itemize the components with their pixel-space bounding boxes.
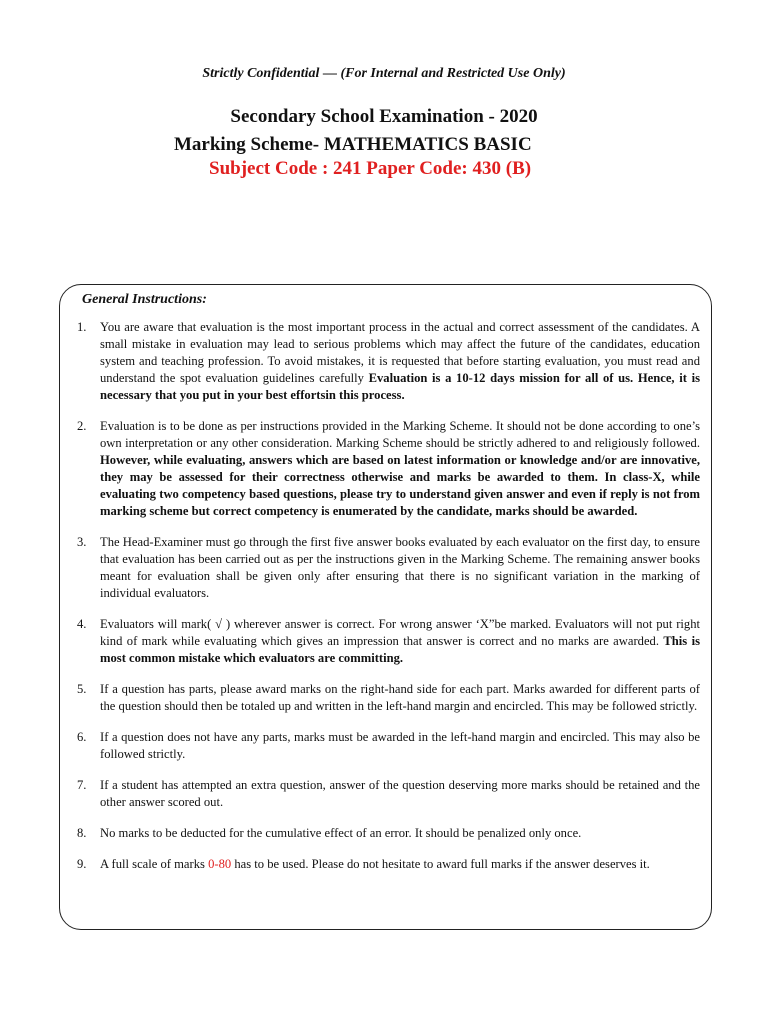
item-number: 3. (77, 535, 87, 549)
confidentiality-notice: Strictly Confidential — (For Internal and Restricted Use Only) (202, 66, 566, 81)
instruction-text: If a student has attempted an extra question, answer of the question deserving more marks should be retained and the other answer scored out. (100, 778, 700, 809)
item-number: 7. (77, 778, 87, 792)
instruction-item-4 (72, 616, 700, 667)
instruction-item-5 (72, 681, 700, 715)
instruction-item-6 (72, 729, 700, 763)
general-instructions-heading: General Instructions: (82, 292, 207, 307)
instruction-text: The Head-Examiner must go through the first five answer books evaluated by each evaluator on the first day, to ensure that evaluation has been carried out as per the instructions given in the Marking Scheme. The remaining answer books meant for evaluation shall be given only after ensuring that there is no significant variation in the marking of individual evaluators. (100, 535, 700, 600)
item-number: 9. (77, 857, 87, 871)
instruction-text: has to be used. Please do not hesitate to award full marks if the answer deserves it. (234, 857, 650, 871)
instruction-emphasis: However, while evaluating, answers which are based on latest information or knowledge and/or are innovative, they may be assessed for their correctness otherwise and marks be awarded to them. In class-X, while evaluating two competency based questions, please try to understand given answer and even if reply is not from marking scheme but correct competency is enumerated by the candidate, marks should be awarded. (100, 453, 700, 518)
instruction-text: If a question does not have any parts, marks must be awarded in the left-hand margin and encircled. This may also be followed strictly. (100, 730, 700, 761)
instruction-item-3 (72, 534, 700, 602)
item-number: 5. (77, 682, 87, 696)
marking-scheme-title: Marking Scheme- MATHEMATICS BASIC (174, 134, 532, 155)
instruction-text: You are aware that evaluation is the most important process in the actual and correct assessment of the candidates. A small mistake in evaluation may lead to serious problems which may affect the future of the candidates, education system and teaching profession. To avoid mistakes, it is requested that before starting evaluation, you must read and understand the spot evaluation guidelines carefully (100, 320, 700, 385)
item-number: 6. (77, 730, 87, 744)
marks-range: 0-80 (208, 857, 232, 871)
instruction-item-9 (72, 856, 700, 873)
instruction-item-7 (72, 777, 700, 811)
instruction-item-1 (72, 319, 700, 404)
instruction-emphasis: Evaluation is a 10-12 days mission for all of us. Hence, it is necessary that you put in your best effortsin this process. (100, 371, 700, 402)
instruction-item-8 (72, 825, 700, 842)
item-number: 4. (77, 617, 87, 631)
subject-paper-code: Subject Code : 241 Paper Code: 430 (B) (209, 158, 532, 179)
exam-title: Secondary School Examination - 2020 (230, 106, 538, 127)
item-number: 1. (77, 320, 87, 334)
instruction-text: A full scale of marks (100, 857, 205, 871)
instruction-emphasis: This is most common mistake which evaluators are committing. (100, 634, 700, 665)
instruction-item-2 (72, 418, 700, 520)
instruction-text: If a question has parts, please award marks on the right-hand side for each part. Marks awarded for different parts of the question should then be totaled up and written in the left-hand margin and encircled. This may be followed strictly. (100, 682, 700, 713)
item-number: 8. (77, 826, 87, 840)
instruction-text: No marks to be deducted for the cumulative effect of an error. It should be penalized only once. (100, 826, 582, 840)
instruction-text: Evaluators will mark( √ ) wherever answer is correct. For wrong answer ‘X”be marked. Evaluators will not put right kind of mark while evaluating which gives an impression that answer is correct and no marks are awarded. (100, 617, 700, 648)
instructions-list (72, 319, 700, 887)
instruction-text: Evaluation is to be done as per instructions provided in the Marking Scheme. It should not be done according to one’s own interpretation or any other consideration. Marking Scheme should be strictly adhered to and religiously followed. (100, 419, 700, 450)
item-number: 2. (77, 419, 87, 433)
